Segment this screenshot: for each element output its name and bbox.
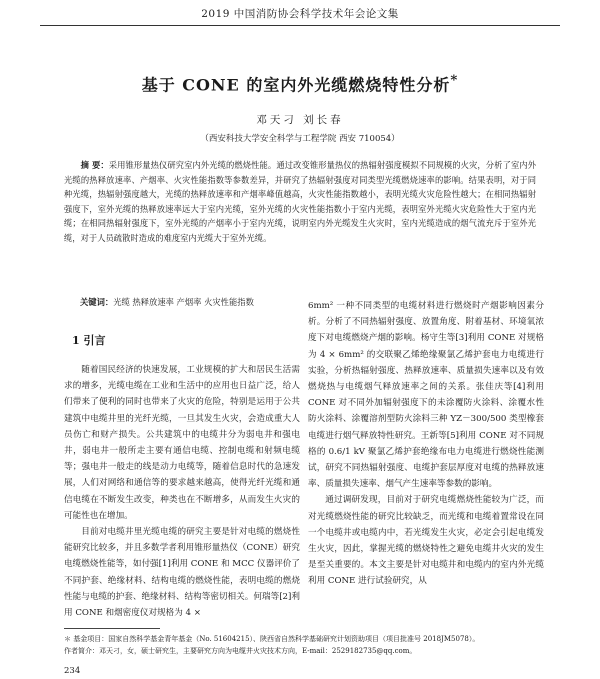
body-paragraph: 6mm² 一种不同类型的电缆材料进行燃烧时产烟影响因素分析。分析了不同热辐射强度、放置角度、附着基材、环境氧浓度下对电缆燃烧产烟的影响。杨守生等[3]利用 CONE 对规格为 4 × 6mm² 的交联聚乙烯绝缘聚氯乙烯护套电力电缆进行实验，分析热辐射强度、热释放速率、质量损失速率以及有效燃烧热与电缆烟气释放速率之间的关系。张佳庆等[4]利用 CONE 对不同外加辐射强度下的未涂覆防火涂料、涂覆水性防火涂料、涂覆溶剂型防火涂料三种 YZ－300/500 类型橡套电缆进行烟气释放特性研究。王新等[5]利用 CONE 对不同规格的 0.6/1 kV 聚氯乙烯护套绝缘布电力电缆进行燃烧性能测试，研究不同热辐射强度、电缆护套层厚度对电缆的热释放速率、质量损失速率、烟气产生速率等参数的影响。 bbox=[308, 301, 544, 490]
running-head: 2019 中国消防协会科学技术年会论文集 bbox=[40, 6, 560, 26]
abstract-text: 采用锥形量热仪研究室内外光缆的燃烧性能。通过改变锥形量热仪的热辐射强度模拟不同规模的火灾，分析了室内外光缆的热释放速率、产烟率、火灾性能指数等参数差异，并研究了热辐射强度对同类型光缆燃烧速率的影响。结果表明，对于同种光缆，热辐射强度越大，光缆的热释放速率和产烟率峰值越高，火灾性能指数越小，表明光缆火灾危险性越大；在相同热辐射强度下，室外光缆的热释放速率远大于室内光缆，室外光缆的火灾性能指数小于室内光缆，表明室外光缆火灾危险性大于室内光缆；在相同热辐射强度下，室外光缆的产烟率小于室内光缆，说明室内外光缆发生火灾时，室内光缆造成的烟气流充斥于室外光缆，对于人员疏散时造成的难度室内光缆大于室外光缆。 bbox=[64, 160, 537, 243]
keywords-text: 光缆 热释放速率 产烟率 火灾性能指数 bbox=[113, 297, 254, 307]
abstract bbox=[64, 158, 536, 246]
title-text: 基于 CONE 的室内外光缆燃烧特性分析 bbox=[141, 75, 451, 95]
body-paragraph: 通过调研发现，目前对于研究电缆燃烧性能较为广泛，而对光缆燃烧性能的研究比较缺乏，而光缆和电缆着置常设在同一个电缆井或电缆内中，若光缆发生火灾，必定会引起电缆发生火灾，因此，掌握光缆的燃烧特性之避免电缆井火灾的发生是至关重要的。本文主要是针对电缆井和电缆内的室内外光缆利用 CONE 进行试验研究，从 bbox=[308, 495, 544, 587]
footnote-funding: ＊ 基金项目：国家自然科学基金青年基金（No. 51604215）、陕西省自然科学基础研究计划资助项目（项目批准号 2018JM5078）。 bbox=[64, 635, 480, 643]
body-paragraph: 随着国民经济的快速发展，工业规模的扩大和居民生活需求的增多，光缆电缆在工业和生活中的应用也日益广泛，给人们带来了便利的同时也带来了火灾的危险，特别是运用于公共建筑中电缆井里的光纤光缆，一旦其发生火灾，会造成重大人员伤亡和财产损失。公共建筑中的电缆井分为弱电井和强电井，弱电井一般所走主要有通信电缆、控制电缆和射频电缆等；强电井一般走的线是动力电缆等，随着信息时代的急速发展，人们对网络和通信等的要求越来越高，使得光纤光缆和通信电缆在不断发生改变，种类也在不断增多，从而发生火灾的可能性也在增加。 bbox=[64, 365, 300, 521]
authors: 邓天刁 刘长春 bbox=[256, 114, 344, 126]
keywords-label: 关键词： bbox=[80, 297, 114, 307]
left-column bbox=[64, 362, 300, 621]
right-column bbox=[308, 298, 544, 590]
body-paragraph: 目前对电缆井里光缆电缆的研究主要是针对电缆的燃烧性能研究比较多，并且多数学者利用锥形量热仪（CONE）研究电缆燃烧性能等，如付强[1]利用 CONE 和 MCC 仪器评价了不同护套、绝缘材料、结构电缆的燃烧性能，表明电缆的燃烧性能与电缆的护套、绝缘材料、结构等密切相关。何瑞等[2]利用 CONE 和烟密度仪对规格为 4 × bbox=[64, 527, 300, 619]
title-footnote-mark: * bbox=[450, 72, 459, 88]
abstract-label: 摘 要： bbox=[80, 160, 109, 170]
page-number: 234 bbox=[64, 666, 81, 676]
footnote-rule bbox=[64, 628, 160, 629]
footnote-author-bio: 作者简介：邓天刁，女，硕士研究生，主要研究方向为电缆井火灾技术方向，E-mail：2529182735@qq.com。 bbox=[64, 647, 417, 655]
section-heading: 1 引言 bbox=[72, 334, 106, 347]
affiliation: （西安科技大学安全科学与工程学院 西安 710054） bbox=[200, 134, 400, 144]
paper-title bbox=[40, 72, 560, 95]
